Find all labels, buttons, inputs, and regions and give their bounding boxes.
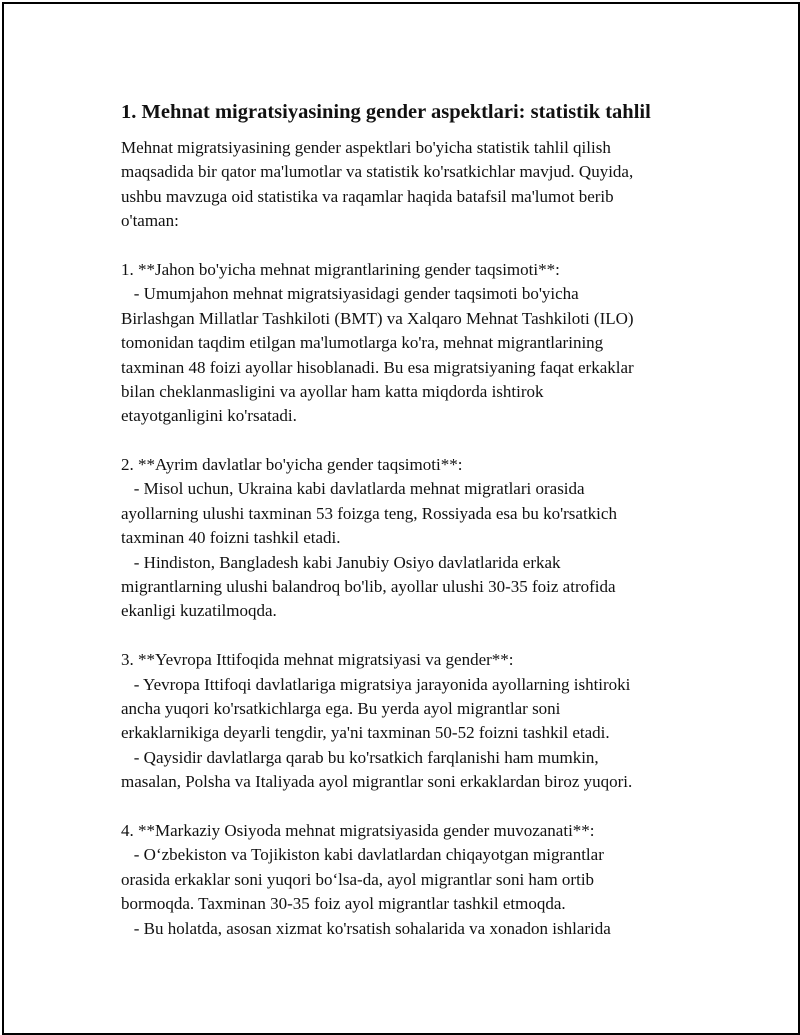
section-heading: 3. **Yevropa Ittifoqida mehnat migratsiyasi va gender**: <box>121 650 514 670</box>
text-line: ekanligi kuzatilmoqda. <box>121 601 277 621</box>
text-line: ancha yuqori ko'rsatkichlarga ega. Bu yerda ayol migrantlar soni <box>121 698 561 718</box>
section-heading: 4. **Markaziy Osiyoda mehnat migratsiyasida gender muvozanati**: <box>121 820 595 840</box>
paragraph-spacer <box>121 429 721 453</box>
paragraph-spacer <box>121 795 721 819</box>
section-2 <box>121 453 721 624</box>
text-line: orasida erkaklar soni yuqori bo‘lsa-da, ayol migrantlar soni ham ortib <box>121 869 595 889</box>
text-line: erkaklarnikiga deyarli tengdir, ya'ni taxminan 50-52 foizni tashkil etadi. <box>121 723 610 743</box>
text-line: bormoqda. Taxminan 30-35 foiz ayol migrantlar tashkil etmoqda. <box>121 894 566 914</box>
document-content <box>121 98 721 941</box>
text-line: etayotganligini ko'rsatadi. <box>121 406 297 426</box>
text-line: ushbu mavzuga oid statistika va raqamlar haqida batafsil ma'lumot berib <box>121 186 614 206</box>
text-line: - Yevropa Ittifoqi davlatlariga migratsiya jarayonida ayollarning ishtiroki <box>121 674 631 694</box>
text-line: migrantlarning ulushi balandroq bo'lib, ayollar ulushi 30-35 foiz atrofida <box>121 577 616 597</box>
document-page <box>2 2 800 1035</box>
text-line: Mehnat migratsiyasining gender aspektlari bo'yicha statistik tahlil qilish <box>121 138 611 157</box>
text-line: - Hindiston, Bangladesh kabi Janubiy Osiyo davlatlarida erkak <box>121 552 561 572</box>
paragraph-spacer <box>121 234 721 258</box>
document-title: 1. Mehnat migratsiyasining gender aspektlari: statistik tahlil <box>121 101 651 123</box>
paragraph-spacer <box>121 624 721 648</box>
text-line: - Qaysidir davlatlarga qarab bu ko'rsatkich farqlanishi ham mumkin, <box>121 747 599 767</box>
section-heading: 2. **Ayrim davlatlar bo'yicha gender taqsimoti**: <box>121 455 463 475</box>
text-line: taxminan 40 foizni tashkil etadi. <box>121 528 341 548</box>
text-line: maqsadida bir qator ma'lumotlar va statistik ko'rsatkichlar mavjud. Quyida, <box>121 162 634 182</box>
text-line: Birlashgan Millatlar Tashkiloti (BMT) va Xalqaro Mehnat Tashkiloti (ILO) <box>121 308 634 328</box>
section-heading: 1. **Jahon bo'yicha mehnat migrantlarining gender taqsimoti**: <box>121 259 560 279</box>
text-line: - O‘zbekiston va Tojikiston kabi davlatlardan chiqayotgan migrantlar <box>121 845 604 865</box>
text-line: taxminan 48 foizi ayollar hisoblanadi. Bu esa migratsiyaning faqat erkaklar <box>121 357 634 377</box>
text-line: o'taman: <box>121 211 179 231</box>
text-line: bilan cheklanmasligini va ayollar ham katta miqdorda ishtirok <box>121 381 544 401</box>
section-4 <box>121 819 721 941</box>
text-line: tomonidan taqdim etilgan ma'lumotlarga ko'ra, mehnat migrantlarining <box>121 333 604 353</box>
text-line: - Bu holatda, asosan xizmat ko'rsatish sohalarida va xonadon ishlarida <box>121 918 611 938</box>
intro-paragraph <box>121 136 721 234</box>
text-line: - Misol uchun, Ukraina kabi davlatlarda mehnat migratlari orasida <box>121 479 585 499</box>
section-3 <box>121 648 721 794</box>
text-line: masalan, Polsha va Italiyada ayol migrantlar soni erkaklardan biroz yuqori. <box>121 772 633 792</box>
section-1 <box>121 258 721 429</box>
text-line: - Umumjahon mehnat migratsiyasidagi gender taqsimoti bo'yicha <box>121 284 579 304</box>
text-line: ayollarning ulushi taxminan 53 foizga teng, Rossiyada esa bu ko'rsatkich <box>121 503 617 523</box>
